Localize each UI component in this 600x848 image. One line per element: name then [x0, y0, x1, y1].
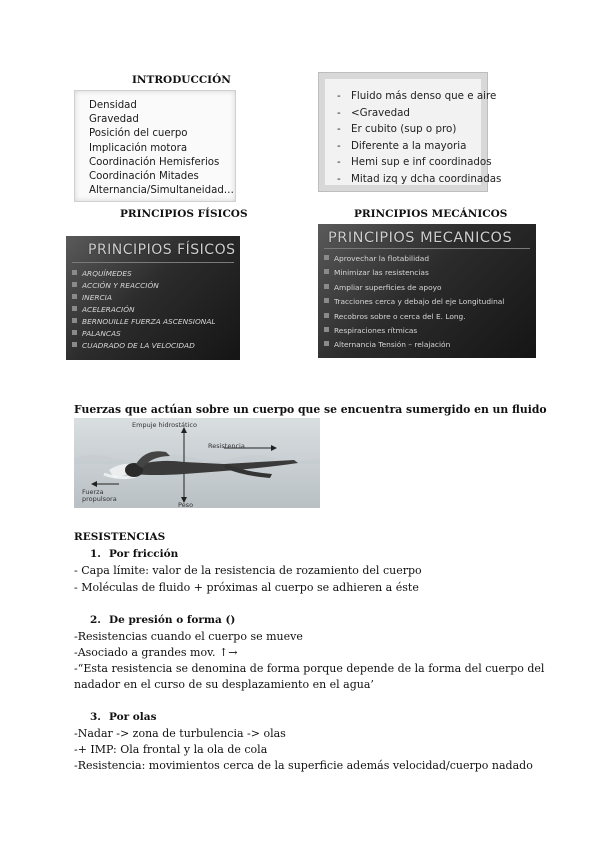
bullet-icon — [324, 298, 329, 303]
mecanicos-slide-list — [324, 252, 504, 353]
list-item: Respiraciones rítmicas — [324, 324, 504, 338]
section-3-number: 3. — [90, 711, 101, 723]
bullet-icon — [324, 327, 329, 332]
section-3-line: -+ IMP: Ola frontal y la ola de cola — [74, 743, 268, 756]
list-item: - Mitad izq y dcha coordinadas — [337, 172, 502, 185]
propulsora-label: propulsora — [82, 495, 117, 503]
intro-right-panel — [325, 79, 502, 185]
section-2-title: De presión o forma () — [109, 614, 236, 626]
fuerza-label: Fuerza — [82, 488, 104, 496]
section-2-line: nadador en el curso de su desplazamiento en el agua’ — [74, 678, 374, 691]
fisicos-heading: PRINCIPIOS FÍSICOS — [120, 208, 248, 220]
section-2-line: -“Esta resistencia se denomina de forma porque depende de la forma del cuerpo del — [74, 662, 545, 675]
section-3-line: -Resistencia: movimientos cerca de la superficie además velocidad/cuerpo nadado — [74, 759, 533, 772]
list-item: CUADRADO DE LA VELOCIDAD — [72, 340, 216, 352]
list-item: ACCIÓN Y REACCIÓN — [72, 280, 216, 292]
bullet-icon — [72, 318, 77, 323]
fuerzas-heading: Fuerzas que actúan sobre un cuerpo que se encuentra sumergido en un fluido — [74, 403, 547, 416]
bullet-icon — [72, 306, 77, 311]
section-3-title: Por olas — [109, 711, 157, 723]
fisicos-slide-title: PRINCIPIOS FÍSICOS — [88, 242, 236, 258]
bullet-icon — [72, 330, 77, 335]
mecanicos-slide-title: PRINCIPIOS MECANICOS — [328, 230, 513, 246]
list-item: Ampliar superficies de apoyo — [324, 281, 504, 295]
bullet-icon — [324, 341, 329, 346]
list-item: Tracciones cerca y debajo del eje Longitudinal — [324, 295, 504, 309]
intro-list-image-left — [74, 90, 236, 202]
intro-heading: INTRODUCCIÓN — [132, 74, 231, 86]
list-item: Alternancia Tensión – relajación — [324, 338, 504, 352]
slide-divider — [72, 262, 234, 263]
list-item: PALANCAS — [72, 328, 216, 340]
bullet-icon — [324, 255, 329, 260]
empuje-label: Empuje hidrostático — [132, 421, 197, 429]
list-item: Posición del cuerpo — [89, 128, 188, 140]
resistencias-heading: RESISTENCIAS — [74, 531, 166, 543]
bullet-icon — [72, 294, 77, 299]
mecanicos-slide-image — [318, 224, 536, 358]
list-item: - Er cubito (sup o pro) — [337, 123, 457, 135]
list-item: - Diferente a la mayoria — [337, 139, 467, 152]
list-item: Recobros sobre o cerca del E. Long. — [324, 310, 504, 324]
list-item: Minimizar las resistencias — [324, 266, 504, 280]
list-item: INERCIA — [72, 292, 216, 304]
resistencia-label: Resistencia — [208, 442, 245, 450]
section-1-line: - Moléculas de fluido + próximas al cuerpo se adhieren a éste — [74, 581, 419, 594]
bullet-icon — [324, 284, 329, 289]
bullet-icon — [324, 313, 329, 318]
peso-label: Peso — [178, 501, 194, 508]
list-item: Coordinación Hemisferios — [89, 156, 220, 168]
list-item: Implicación motora — [89, 142, 188, 154]
list-item: Alternancia/Simultaneidad… — [89, 185, 234, 197]
bullet-icon — [72, 342, 77, 347]
mecanicos-heading: PRINCIPIOS MECÁNICOS — [354, 208, 508, 220]
list-item: Densidad — [89, 100, 137, 111]
list-item: - Fluido más denso que e aire — [337, 90, 497, 102]
bullet-icon — [324, 269, 329, 274]
section-3-line: -Nadar -> zona de turbulencia -> olas — [74, 727, 286, 740]
section-2-number: 2. — [90, 614, 101, 626]
list-item: Coordinación Mitades — [89, 171, 199, 183]
section-1-title: Por fricción — [109, 548, 179, 560]
intro-right-list — [337, 88, 501, 187]
fisicos-slide-image — [66, 236, 240, 360]
slide-divider — [324, 248, 530, 249]
bullet-icon — [72, 282, 77, 287]
list-item: Aprovechar la flotabilidad — [324, 252, 504, 266]
list-item: Gravedad — [89, 114, 139, 126]
list-item: - Hemi sup e inf coordinados — [337, 156, 492, 168]
list-item: BERNOUILLE FUERZA ASCENSIONAL — [72, 316, 216, 328]
swimmer-forces-figure — [74, 418, 320, 508]
list-item: ACELERACIÓN — [72, 304, 216, 316]
intro-left-list — [89, 99, 234, 198]
section-2-line: -Asociado a grandes mov. ↑→ — [74, 646, 238, 659]
section-1-line: - Capa límite: valor de la resistencia de rozamiento del cuerpo — [74, 564, 422, 577]
list-item: - <Gravedad — [337, 106, 410, 119]
intro-list-image-right — [318, 72, 502, 192]
section-2-line: -Resistencias cuando el cuerpo se mueve — [74, 630, 303, 643]
section-1-number: 1. — [90, 548, 101, 560]
bullet-icon — [72, 270, 77, 275]
fisicos-slide-list — [72, 268, 216, 352]
list-item: ARQUÍMEDES — [72, 268, 216, 280]
